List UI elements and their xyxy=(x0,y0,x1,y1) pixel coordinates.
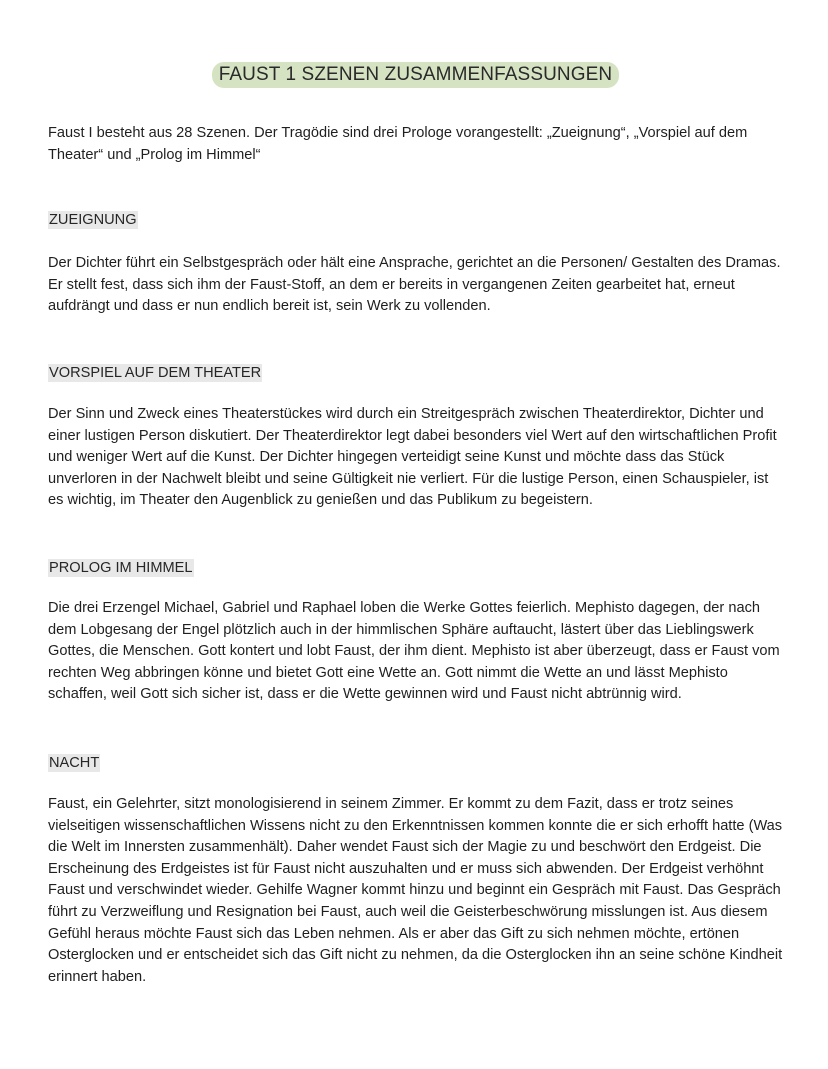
intro-paragraph: Faust I besteht aus 28 Szenen. Der Tragödie sind drei Prologe vorangestellt: „Zueignung“, „Vorspiel auf dem Theater“ und „Prolog im Himmel“ xyxy=(48,125,748,163)
title-wrapper xyxy=(48,62,783,88)
document-title: FAUST 1 SZENEN ZUSAMMENFASSUNGEN xyxy=(212,62,619,88)
section-heading-prolog: PROLOG IM HIMMEL xyxy=(49,560,193,576)
section-text-zueignung: Der Dichter führt ein Selbstgespräch oder hält eine Ansprache, gerichtet an die Personen/ Gestalten des Dramas. Er stellt fest, dass sich ihm der Faust-Stoff, an dem er bereits in vergangenen Zeiten gearbeitet hat, erneut aufdrängt und dass er nun endlich bereit ist, sein Werk zu vollenden. xyxy=(48,255,781,315)
section-heading-zueignung: ZUEIGNUNG xyxy=(49,212,137,228)
section-heading-vorspiel: VORSPIEL AUF DEM THEATER xyxy=(49,365,262,381)
section-heading-nacht: NACHT xyxy=(49,755,100,771)
section-text-nacht: Faust, ein Gelehrter, sitzt monologisierend in seinem Zimmer. Er kommt zu dem Fazit, dass er trotz seines vielseitigen wissenschaftlichen Wissens nicht zu den Erkenntnissen kommen konnte die er sich erhofft hatte (Was die Welt im Innersten zusammenhält). Daher wendet Faust sich der Magie zu und beschwört den Erdgeist. Die Erscheinung des Erdgeistes ist für Faust nicht auszuhalten und er muss sich abwenden. Der Erdgeist verhöhnt Faust und verschwindet wieder. Gehilfe Wagner kommt hinzu und beginnt ein Gespräch mit Faust. Das Gespräch führt zu Verzweiflung und Resignation bei Faust, auch weil die Geisterbeschwörung misslungen ist. Aus diesem Gefühl heraus möchte Faust sich das Leben nehmen. Als er aber das Gift zu sich nehmen möchte, ertönen Osterglocken und er entscheidet sich das Gift nicht zu nehmen, da die Osterglocken ihn an seine schöne Kindheit erinnert haben. xyxy=(48,796,783,985)
section-text-prolog: Die drei Erzengel Michael, Gabriel und Raphael loben die Werke Gottes feierlich. Mephisto dagegen, der nach dem Lobgesang der Engel plötzlich auch in der himmlischen Sphäre auftaucht, lästert über das Lieblingswerk Gottes, die Menschen. Gott kontert und lobt Faust, der ihm dient. Mephisto ist aber überzeugt, dass er Faust vom rechten Weg abbringen könne und bietet Gott eine Wette an. Gott nimmt die Wette an und lässt Mephisto schaffen, weil Gott sich sicher ist, dass er die Wette gewinnen wird und Faust nicht abtrünnig wird. xyxy=(48,600,780,703)
section-text-vorspiel: Der Sinn und Zweck eines Theaterstückes wird durch ein Streitgespräch zwischen Theaterdirektor, Dichter und einer lustigen Person diskutiert. Der Theaterdirektor legt dabei besonders viel Wert auf den wirtschaftlichen Profit und weniger Wert auf die Kunst. Der Dichter hingegen verteidigt seine Kunst und möchte dass das Stück unverloren in der Nachwelt bleibt und seine Gültigkeit nie verliert. Für die lustige Person, einen Schauspieler, ist es wichtig, im Theater den Augenblick zu genießen und das Publikum zu begeistern. xyxy=(48,406,777,509)
